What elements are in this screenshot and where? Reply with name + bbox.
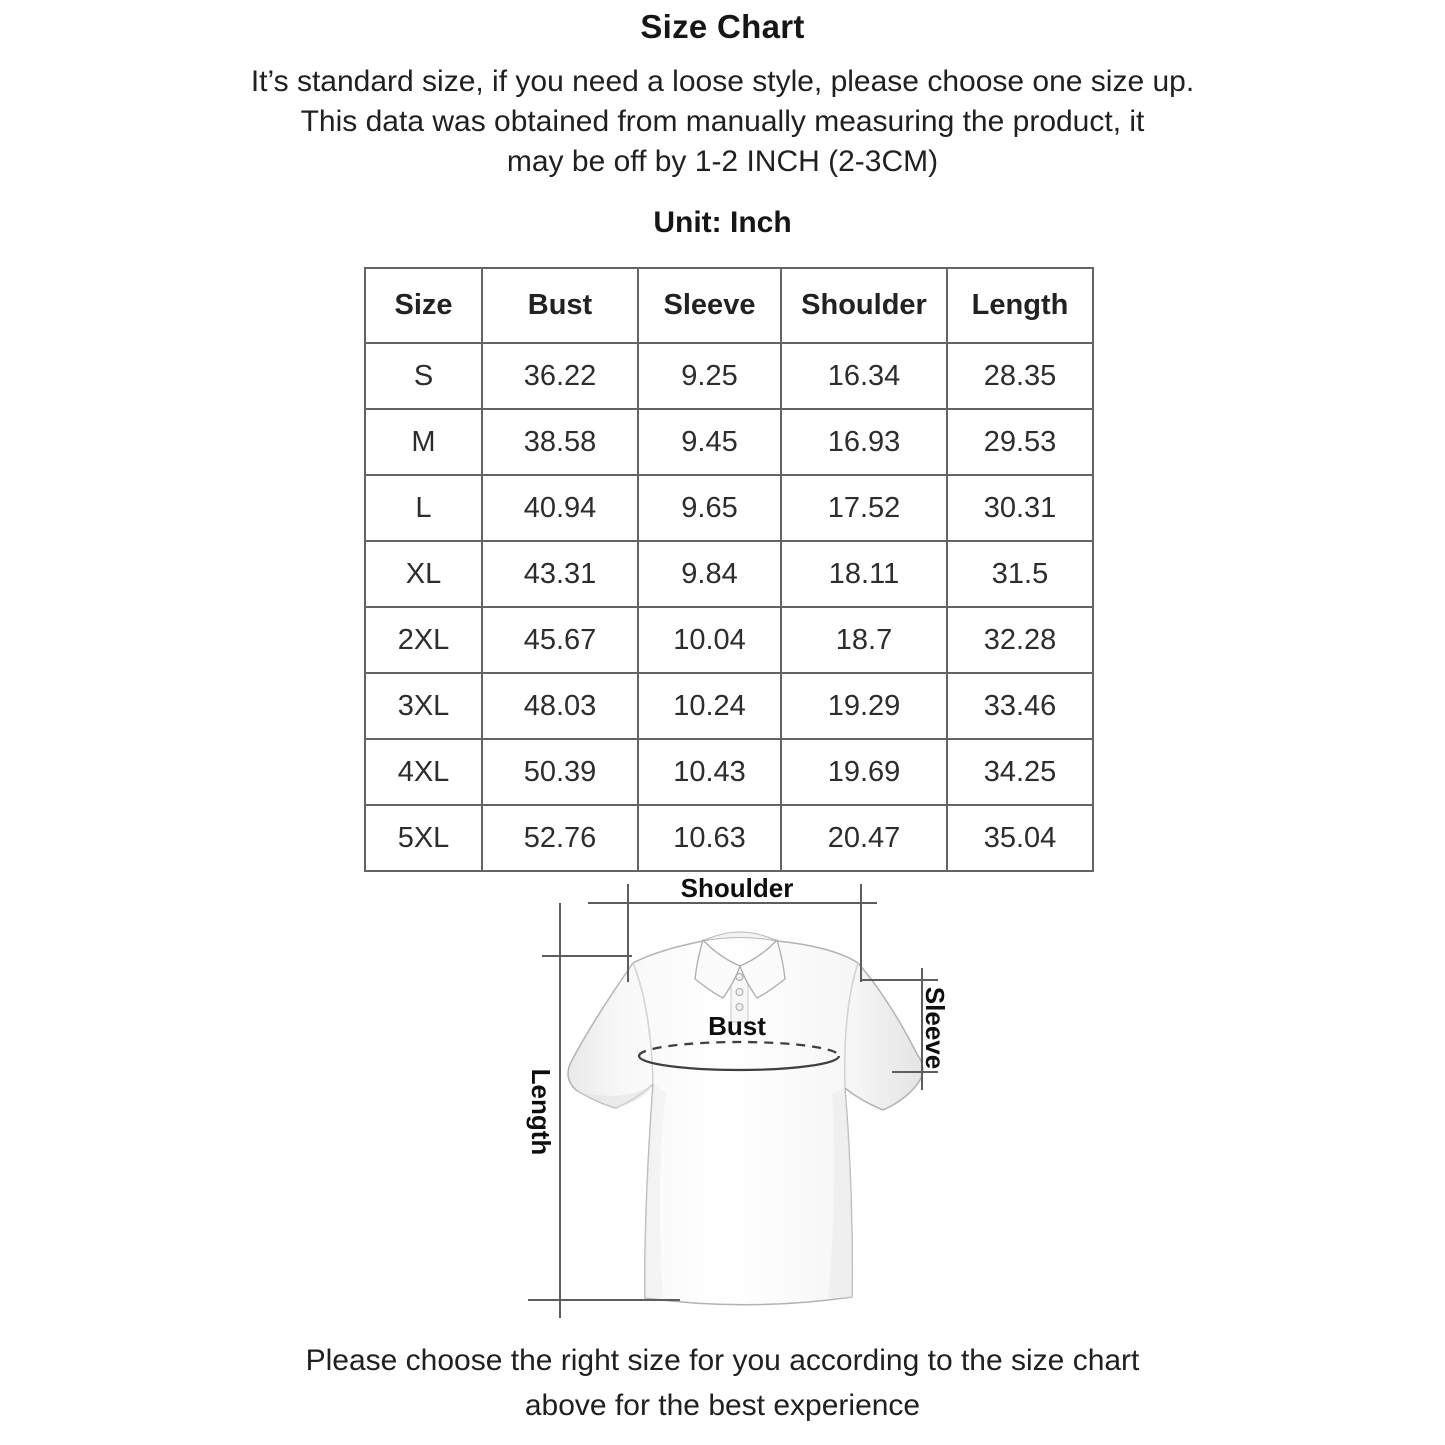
- size-cell: XL: [365, 541, 482, 607]
- length-cell: 31.5: [947, 541, 1093, 607]
- sleeve-cell: 9.45: [638, 409, 781, 475]
- size-cell: 2XL: [365, 607, 482, 673]
- table-header-row: [365, 268, 1093, 343]
- bust-cell: 38.58: [482, 409, 638, 475]
- table-row: [365, 673, 1093, 739]
- length-cell: 29.53: [947, 409, 1093, 475]
- size-cell: M: [365, 409, 482, 475]
- shoulder-cell: 18.7: [781, 607, 947, 673]
- length-cell: 34.25: [947, 739, 1093, 805]
- bust-cell: 40.94: [482, 475, 638, 541]
- shoulder-cell: 19.69: [781, 739, 947, 805]
- size-cell: L: [365, 475, 482, 541]
- button-icon: [736, 989, 743, 996]
- shoulder-cell: 19.29: [781, 673, 947, 739]
- description-line-2: This data was obtained from manually measuring the product, it: [300, 105, 1145, 138]
- description-line-1: It’s standard size, if you need a loose style, please choose one size up.: [250, 65, 1195, 98]
- footer-note: [0, 1338, 1445, 1428]
- sleeve-cell: 9.84: [638, 541, 781, 607]
- length-cell: 28.35: [947, 343, 1093, 409]
- size-description: [0, 62, 1445, 182]
- button-icon: [736, 1004, 743, 1011]
- bust-cell: 36.22: [482, 343, 638, 409]
- table-row: [365, 343, 1093, 409]
- polo-shirt-graphic: [568, 932, 923, 1305]
- sleeve-cell: 10.43: [638, 739, 781, 805]
- bust-cell: 45.67: [482, 607, 638, 673]
- sleeve-label: Sleeve: [920, 986, 950, 1070]
- table-row: [365, 541, 1093, 607]
- description-line-3: may be off by 1-2 INCH (2-3CM): [506, 145, 939, 178]
- length-cell: 30.31: [947, 475, 1093, 541]
- bust-cell: 43.31: [482, 541, 638, 607]
- size-cell: 3XL: [365, 673, 482, 739]
- size-cell: 4XL: [365, 739, 482, 805]
- sleeve-cell: 9.65: [638, 475, 781, 541]
- shoulder-cell: 20.47: [781, 805, 947, 871]
- footer-line-1: Please choose the right size for you according to the size chart: [305, 1344, 1140, 1377]
- column-header-shoulder: Shoulder: [781, 268, 947, 343]
- measurement-diagram: [495, 856, 970, 1346]
- sleeve-cell: 10.63: [638, 805, 781, 871]
- footer-line-2: above for the best experience: [524, 1389, 921, 1422]
- shoulder-cell: 18.11: [781, 541, 947, 607]
- size-cell: S: [365, 343, 482, 409]
- column-header-sleeve: Sleeve: [638, 268, 781, 343]
- sleeve-cell: 10.04: [638, 607, 781, 673]
- table-row: [365, 607, 1093, 673]
- page-title: Size Chart: [640, 8, 805, 45]
- shoulder-cell: 16.34: [781, 343, 947, 409]
- sleeve-cell: 9.25: [638, 343, 781, 409]
- shoulder-label: Shoulder: [680, 873, 794, 903]
- size-cell: 5XL: [365, 805, 482, 871]
- length-cell: 35.04: [947, 805, 1093, 871]
- table-row: [365, 475, 1093, 541]
- shoulder-cell: 17.52: [781, 475, 947, 541]
- bust-cell: 48.03: [482, 673, 638, 739]
- table-row: [365, 409, 1093, 475]
- size-table: [364, 267, 1094, 872]
- length-cell: 32.28: [947, 607, 1093, 673]
- length-label: Length: [526, 1068, 556, 1156]
- bust-label: Bust: [708, 1011, 766, 1041]
- column-header-size: Size: [365, 268, 482, 343]
- bust-cell: 52.76: [482, 805, 638, 871]
- shoulder-cell: 16.93: [781, 409, 947, 475]
- sleeve-cell: 10.24: [638, 673, 781, 739]
- length-cell: 33.46: [947, 673, 1093, 739]
- column-header-bust: Bust: [482, 268, 638, 343]
- table-row: [365, 739, 1093, 805]
- bust-cell: 50.39: [482, 739, 638, 805]
- column-header-length: Length: [947, 268, 1093, 343]
- unit-label: Unit: Inch: [653, 206, 792, 239]
